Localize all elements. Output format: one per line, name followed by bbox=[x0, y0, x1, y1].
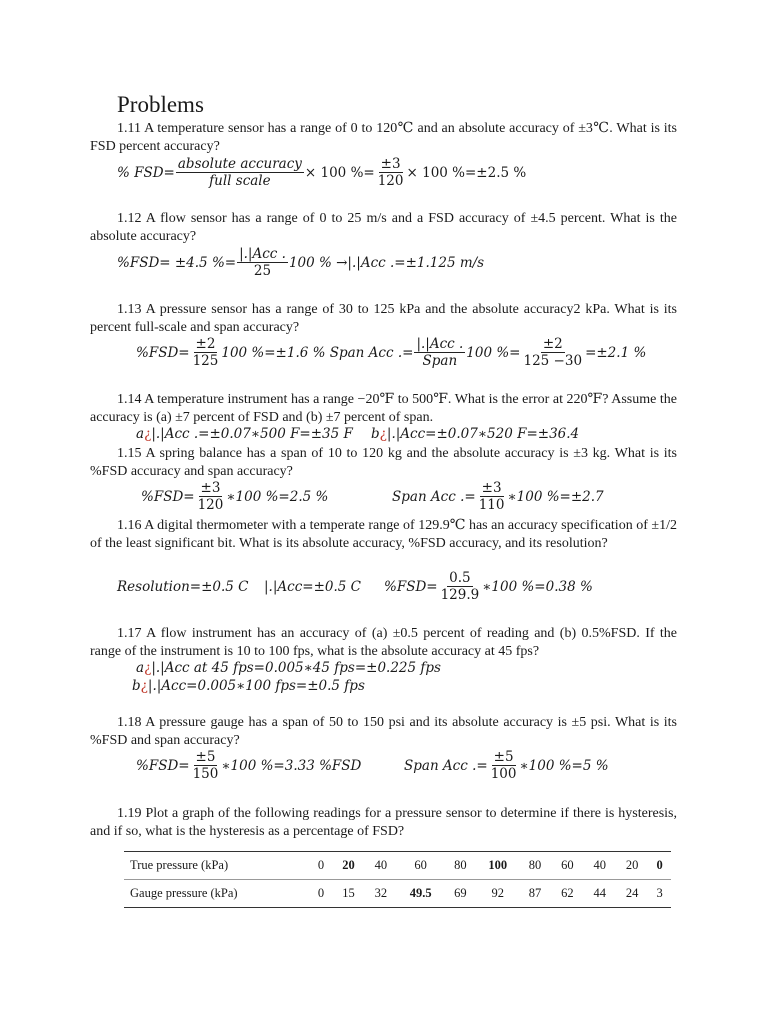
fraction: $\frac{\pm 3}{110}$ bbox=[478, 480, 505, 513]
eq-lhs: % FSD= bbox=[117, 164, 175, 181]
table-cell: 0 bbox=[648, 852, 671, 880]
problem-1-17-answer-b: b ¿ |.|Acc=0.005∗100 fps=±0.5 fps bbox=[132, 678, 365, 694]
table-cell: 62 bbox=[551, 880, 583, 908]
table-cell: 44 bbox=[584, 880, 616, 908]
row-header: True pressure (kPa) bbox=[124, 852, 310, 880]
problem-1-16-absolute-accuracy: |.|Acc=±0.5 C bbox=[264, 579, 361, 595]
problem-1-17-text: 1.17 A flow instrument has an accuracy of (a) ±0.5 percent of reading and (b) 0.5%FSD. If the range of the instrument is 10 to 100 fps, what is the absolute accuracy at 45 fps? bbox=[90, 626, 677, 659]
problem-1-18-text: 1.18 A pressure gauge has a span of 50 to 150 psi and its absolute accuracy is ±5 psi. What is its %FSD and span accuracy? bbox=[90, 715, 677, 748]
fraction: $\frac{\text{|.|Acc .}}{25}$ bbox=[239, 246, 286, 279]
problem-1-15-equation-fsd: %FSD= $\frac{\pm 3}{120}$ ∗100 %=2.5 % bbox=[141, 480, 329, 513]
problem-1-15-text: 1.15 A spring balance has a span of 10 to 120 kg and the absolute accuracy is ±3 kg. What is its %FSD accuracy and span accuracy? bbox=[90, 446, 677, 479]
table-cell: 60 bbox=[397, 852, 444, 880]
problem-1-16-text: 1.16 A digital thermometer with a temperate range of 129.9℃ has an accuracy specification of ±1/2 of the least significant bit. What is its absolute accuracy, %FSD accuracy, and its resolution? bbox=[90, 518, 677, 551]
table-cell: 80 bbox=[519, 852, 551, 880]
table-cell: 3 bbox=[648, 880, 671, 908]
table-cell: 49.5 bbox=[397, 880, 444, 908]
table-cell: 32 bbox=[365, 880, 397, 908]
problem-1-12-text: 1.12 A flow sensor has a range of 0 to 25 m/s and a FSD accuracy of ±4.5 percent. What is the absolute accuracy? bbox=[90, 211, 677, 244]
problem-1-13-text: 1.13 A pressure sensor has a range of 30 to 125 kPa and the absolute accuracy2 kPa. What is its percent full-scale and span accuracy? bbox=[90, 302, 677, 335]
problem-1-18-equation-fsd: %FSD= $\frac{\pm 5}{150}$ ∗100 %=3.33 %FSD bbox=[136, 749, 362, 782]
table-cell: 69 bbox=[444, 880, 476, 908]
problem-1-15-equation-span: Span Acc .= $\frac{\pm 3}{110}$ ∗100 %=±2.7 bbox=[392, 480, 604, 513]
fraction: $\frac{\pm 3}{120}$ bbox=[377, 156, 404, 189]
table-cell: 20 bbox=[332, 852, 364, 880]
table-cell: 15 bbox=[332, 880, 364, 908]
table-cell: 100 bbox=[477, 852, 519, 880]
table-row bbox=[124, 880, 671, 908]
problem-1-14-answer-b: b ¿ |.|Acc=±0.07∗520 F=±36.4 bbox=[371, 426, 580, 442]
problem-1-14-text: 1.14 A temperature instrument has a range −20℉ to 500℉. What is the error at 220℉? Assume the accuracy is (a) ±7 percent of FSD and (b) ±7 percent of span. bbox=[90, 392, 677, 425]
fraction: $\frac{\pm 3}{120}$ bbox=[197, 480, 224, 513]
table-cell: 24 bbox=[616, 880, 648, 908]
problem-1-12-equation: %FSD= ±4.5 %= $\frac{\text{|.|Acc .}}{25}$ 100 % →|.|Acc .=±1.125 m/s bbox=[117, 246, 485, 279]
table-cell: 60 bbox=[551, 852, 583, 880]
problem-1-13-equation: %FSD= $\frac{\pm 2}{125}$ 100 %=±1.6 % Span Acc .= $\frac{\text{|.|Acc .}}{\text{Span}}$ 100 %= $\frac{\pm 2}{125 -30}$ =±2.1 % bbox=[136, 336, 647, 369]
problem-1-19-text: 1.19 Plot a graph of the following readings for a pressure sensor to determine if there is hysteresis, and if so, what is the hysteresis as a percentage of FSD? bbox=[90, 806, 677, 839]
fraction: $\frac{\pm 2}{125 -30}$ bbox=[523, 336, 583, 369]
problem-1-14-answer-a: a ¿ |.|Acc .=±0.07∗500 F=±35 F bbox=[136, 426, 353, 442]
problem-1-18-equation-span: Span Acc .= $\frac{\pm 5}{100}$ ∗100 %=5 % bbox=[404, 749, 609, 782]
fraction: $\frac{\pm 5}{100}$ bbox=[490, 749, 517, 782]
pressure-readings-table bbox=[124, 851, 671, 908]
fraction: $\frac{\text{|.|Acc .}}{\text{Span}}$ bbox=[416, 336, 464, 369]
problem-1-11-equation: % FSD= $\frac{\text{absolute accuracy}}{\text{full scale}}$ × 100 %= $\frac{\pm 3}{120}$ × 100 %=±2.5 % bbox=[117, 156, 527, 189]
table-cell: 92 bbox=[477, 880, 519, 908]
fraction: $\frac{\pm 5}{150}$ bbox=[192, 749, 219, 782]
fraction: $\frac{0.5}{129.9}$ bbox=[440, 570, 480, 603]
fraction: $\frac{\pm 2}{125}$ bbox=[192, 336, 219, 369]
problem-1-17-answer-a: a ¿ |.|Acc at 45 fps=0.005∗45 fps=±0.225 fps bbox=[136, 660, 441, 676]
table-cell: 20 bbox=[616, 852, 648, 880]
table-cell: 80 bbox=[444, 852, 476, 880]
problem-1-11-text: 1.11 A temperature sensor has a range of 0 to 120℃ and an absolute accuracy of ±3℃. What is its FSD percent accuracy? bbox=[90, 121, 677, 154]
row-header: Gauge pressure (kPa) bbox=[124, 880, 310, 908]
table-cell: 40 bbox=[584, 852, 616, 880]
table-cell: 40 bbox=[365, 852, 397, 880]
table-cell: 87 bbox=[519, 880, 551, 908]
page-title: Problems bbox=[117, 92, 204, 117]
problem-1-16-resolution: Resolution=±0.5 C bbox=[117, 579, 249, 595]
table-cell: 0 bbox=[310, 852, 333, 880]
table-row bbox=[124, 852, 671, 880]
table-cell: 0 bbox=[310, 880, 333, 908]
fraction: $\frac{\text{absolute accuracy}}{\text{full scale}}$ bbox=[177, 156, 302, 189]
problem-1-16-fsd-equation: %FSD= $\frac{0.5}{129.9}$ ∗100 %=0.38 % bbox=[384, 570, 593, 603]
